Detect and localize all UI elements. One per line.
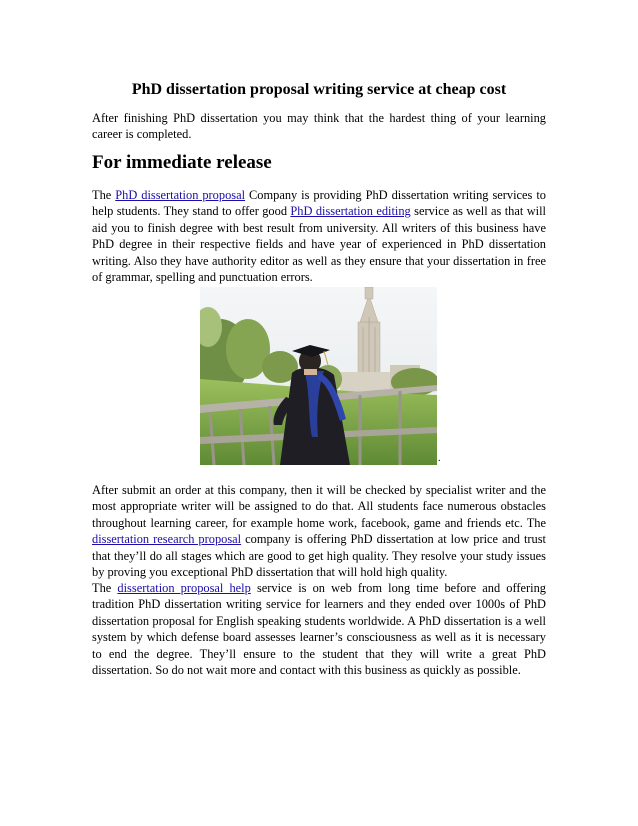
dissertation-research-proposal-link[interactable]: dissertation research proposal bbox=[92, 532, 242, 547]
p2-text-2: company is offering PhD dissertation at low price and trust that they’ll do all stages which are good to get high quality. They resolve your study issues by proving you exceptional PhD dissertation that will hold high quality. bbox=[92, 532, 547, 580]
paragraph-2 bbox=[92, 482, 546, 580]
p2-text-1: After submit an order at this company, then it will be checked by specialist writer and the most appropriate writer will be assigned to do that. All students face numerous obstacles throughout learning career, for example home work, facebook, game and friends etc. The bbox=[92, 483, 546, 530]
graduate-photo bbox=[200, 287, 437, 465]
p3-text-1: The bbox=[92, 581, 118, 595]
section-heading: For immediate release bbox=[92, 152, 272, 173]
image-caption-mark: . bbox=[438, 453, 441, 464]
paragraph-3 bbox=[92, 580, 546, 678]
graduate-photo-icon bbox=[200, 287, 437, 465]
phd-dissertation-proposal-link[interactable]: PhD dissertation proposal bbox=[115, 188, 246, 202]
p1-text-2: Company is providing PhD dissertation writing services to help students. They stand to offer good bbox=[92, 188, 546, 219]
p1-text-3: service as well as that will aid you to finish degree with best result from university. All writers of this business have PhD degree in their respective fields and have year of experienced in PhD dissertation writing. Also they have authority editor as well as they ensure that your dissertation in free of grammar, spelling and punctuation errors. bbox=[92, 204, 546, 285]
paragraph-1 bbox=[92, 187, 546, 285]
phd-dissertation-editing-link[interactable]: PhD dissertation editing bbox=[290, 204, 411, 219]
p3-text-2: service is on web from long time before and offering tradition PhD dissertation writing service for learners and they ended over 1000s of PhD dissertation proposal for English speaking students worldwide. A PhD dissertation is a well system by which defense board assesses learner’s consciousness as well as it is necessary to end the degree. They’ll ensure to the student that they will write a great PhD dissertation. So do not wait more and contact with this business as quickly as possible. bbox=[92, 581, 546, 678]
dissertation-proposal-help-link[interactable]: dissertation proposal help bbox=[117, 581, 251, 595]
p1-text-1: The bbox=[92, 188, 116, 202]
document-title: PhD dissertation proposal writing service at cheap cost bbox=[131, 81, 507, 98]
intro-paragraph: After finishing PhD dissertation you may think that the hardest thing of your learning career is completed. bbox=[92, 111, 546, 142]
